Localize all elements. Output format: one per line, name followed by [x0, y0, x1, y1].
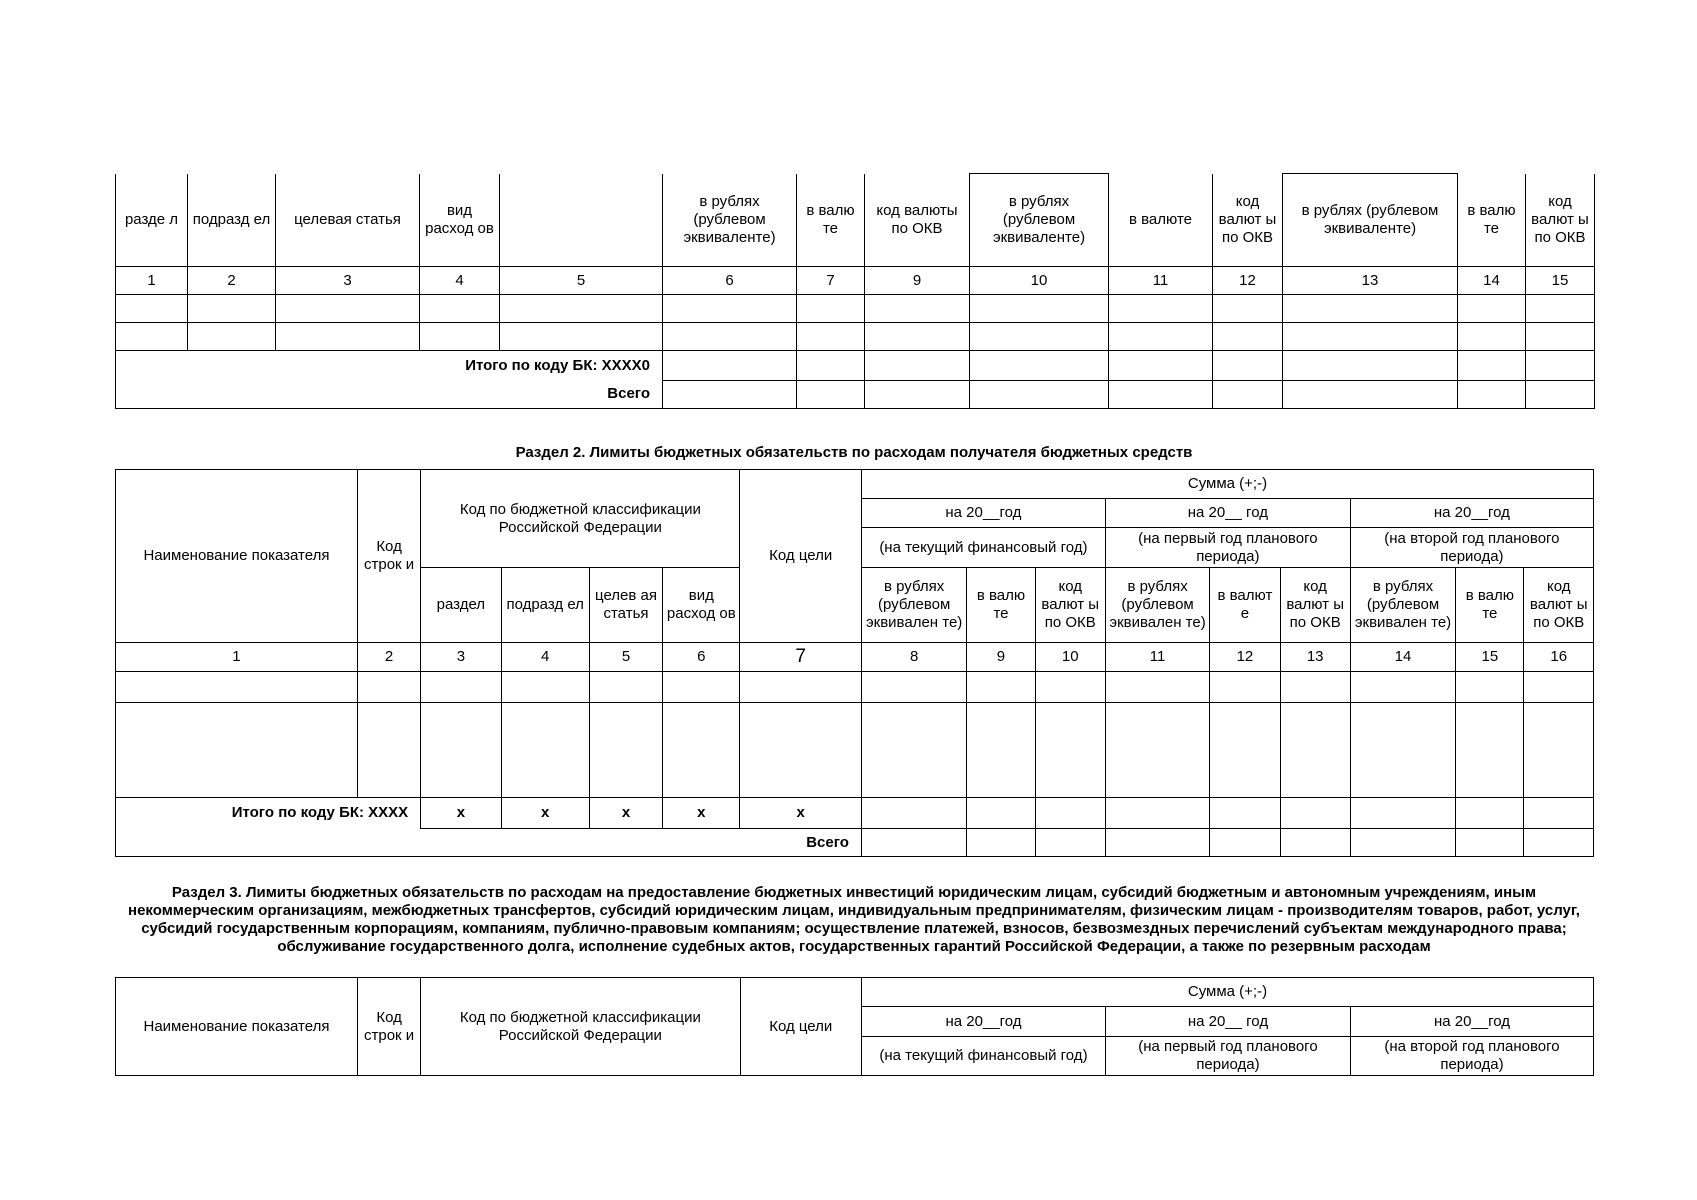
empty-cell[interactable] — [1109, 295, 1213, 323]
year-header: на 20__год — [1350, 499, 1593, 528]
empty-cell[interactable] — [861, 672, 966, 703]
column-number: 12 — [1210, 643, 1280, 672]
table-header-row — [116, 174, 1595, 267]
name-header: Наименование показателя — [116, 470, 358, 643]
empty-cell[interactable] — [967, 672, 1035, 703]
currency-sub-header: код валют ы по ОКВ — [1280, 568, 1350, 643]
header-cell: подразд ел — [188, 174, 276, 267]
kbk-sub-header: подразд ел — [501, 568, 589, 643]
currency-sub-header: в валю те — [1456, 568, 1524, 643]
empty-cell[interactable] — [1035, 703, 1105, 798]
column-number: 3 — [421, 643, 501, 672]
currency-sub-header: в валют е — [1210, 568, 1280, 643]
empty-cell[interactable] — [501, 703, 589, 798]
empty-cell[interactable] — [116, 672, 358, 703]
name-header: Наименование показателя — [116, 978, 358, 1076]
column-number: 1 — [116, 267, 188, 295]
vsego-label: Всего — [116, 381, 663, 409]
currency-sub-header: в рублях (рублевом эквивален те) — [861, 568, 966, 643]
year-header: на 20__год — [861, 1007, 1105, 1037]
empty-cell[interactable] — [1105, 798, 1209, 829]
period-header: (на текущий финансовый год) — [861, 1037, 1105, 1076]
header-cell: код валюты по ОКВ — [865, 174, 970, 267]
empty-cell[interactable] — [1524, 829, 1594, 857]
empty-cell[interactable] — [663, 351, 797, 381]
header-cell: в валю те — [1458, 174, 1526, 267]
column-number: 13 — [1280, 643, 1350, 672]
empty-cell[interactable] — [421, 703, 501, 798]
empty-cell[interactable] — [589, 703, 662, 798]
column-number: 5 — [589, 643, 662, 672]
empty-cell[interactable] — [1350, 798, 1455, 829]
x-mark: x — [421, 798, 501, 829]
column-number: 14 — [1458, 267, 1526, 295]
empty-cell[interactable] — [1280, 703, 1350, 798]
empty-cell[interactable] — [1350, 829, 1455, 857]
x-mark: x — [740, 798, 861, 829]
empty-cell[interactable] — [1283, 381, 1458, 409]
column-number: 8 — [861, 643, 966, 672]
sum-header: Сумма (+;-) — [861, 470, 1593, 499]
empty-cell[interactable] — [970, 323, 1109, 351]
empty-cell[interactable] — [1210, 703, 1280, 798]
year-header: на 20__год — [861, 499, 1105, 528]
kbk-sub-header: целев ая статья — [589, 568, 662, 643]
empty-cell[interactable] — [663, 672, 740, 703]
empty-cell[interactable] — [1526, 381, 1595, 409]
goal-code-header: Код цели — [740, 470, 861, 643]
empty-cell[interactable] — [1458, 295, 1526, 323]
empty-cell[interactable] — [1526, 351, 1595, 381]
header-cell: вид расход ов — [420, 174, 500, 267]
goal-code-header: Код цели — [740, 978, 861, 1076]
column-number: 9 — [865, 267, 970, 295]
vsego-label: Всего — [116, 829, 862, 857]
empty-cell[interactable] — [276, 323, 420, 351]
empty-cell[interactable] — [740, 703, 861, 798]
empty-cell[interactable] — [1213, 381, 1283, 409]
empty-cell[interactable] — [1524, 798, 1594, 829]
kbk-header: Код по бюджетной классификации Российской Федерации — [421, 470, 740, 568]
empty-cell[interactable] — [1280, 672, 1350, 703]
kbk-header: Код по бюджетной классификации Российской Федерации — [421, 978, 740, 1076]
itogo-label: Итого по коду БК: XXXX0 — [116, 351, 663, 381]
empty-cell[interactable] — [861, 703, 966, 798]
empty-cell[interactable] — [1210, 798, 1280, 829]
row-code-header: Код строк и — [357, 470, 420, 643]
empty-cell[interactable] — [501, 672, 589, 703]
period-header: (на второй год планового периода) — [1350, 1037, 1593, 1076]
vsego-row — [116, 829, 1594, 857]
empty-cell[interactable] — [1035, 672, 1105, 703]
empty-cell[interactable] — [1526, 295, 1595, 323]
empty-cell[interactable] — [967, 703, 1035, 798]
table-section1-continuation — [115, 173, 1595, 409]
itogo-row — [116, 798, 1594, 829]
table-row — [116, 323, 1595, 351]
header-cell: в рублях (рублевом эквиваленте) — [663, 174, 797, 267]
empty-cell[interactable] — [1210, 829, 1280, 857]
table-row — [116, 703, 1594, 798]
empty-cell[interactable] — [865, 351, 970, 381]
empty-cell[interactable] — [1280, 798, 1350, 829]
x-mark: x — [589, 798, 662, 829]
table-row — [116, 672, 1594, 703]
empty-cell[interactable] — [1458, 381, 1526, 409]
header-cell: код валют ы по ОКВ — [1526, 174, 1595, 267]
itogo-label: Итого по коду БК: XXXX — [116, 798, 421, 829]
empty-cell[interactable] — [1105, 829, 1209, 857]
empty-cell[interactable] — [1035, 798, 1105, 829]
column-number: 7 — [797, 267, 865, 295]
empty-cell[interactable] — [357, 672, 420, 703]
empty-cell[interactable] — [797, 351, 865, 381]
table-section3 — [115, 977, 1594, 1076]
column-number: 6 — [663, 643, 740, 672]
year-header: на 20__год — [1350, 1007, 1593, 1037]
empty-cell[interactable] — [116, 703, 358, 798]
currency-sub-header: код валют ы по ОКВ — [1035, 568, 1105, 643]
x-mark: x — [663, 798, 740, 829]
empty-cell[interactable] — [797, 381, 865, 409]
column-number: 3 — [276, 267, 420, 295]
empty-cell[interactable] — [357, 703, 420, 798]
empty-cell[interactable] — [1456, 703, 1524, 798]
currency-sub-header: код валют ы по ОКВ — [1524, 568, 1594, 643]
empty-cell[interactable] — [797, 323, 865, 351]
header-cell — [500, 174, 663, 267]
empty-cell[interactable] — [1524, 703, 1594, 798]
empty-cell[interactable] — [1213, 351, 1283, 381]
empty-cell[interactable] — [1350, 672, 1455, 703]
empty-cell[interactable] — [1109, 381, 1213, 409]
column-number: 10 — [1035, 643, 1105, 672]
table-section2 — [115, 469, 1594, 857]
empty-cell[interactable] — [500, 323, 663, 351]
column-number: 13 — [1283, 267, 1458, 295]
period-header: (на второй год планового периода) — [1350, 528, 1593, 568]
empty-cell[interactable] — [1283, 351, 1458, 381]
column-number: 12 — [1213, 267, 1283, 295]
column-number: 10 — [970, 267, 1109, 295]
column-number: 16 — [1524, 643, 1594, 672]
empty-cell[interactable] — [797, 295, 865, 323]
header-cell: в валюте — [1109, 174, 1213, 267]
empty-cell[interactable] — [1458, 323, 1526, 351]
period-header: (на первый год планового периода) — [1105, 1037, 1350, 1076]
column-number: 7 — [740, 643, 861, 672]
table-row — [116, 295, 1595, 323]
empty-cell[interactable] — [1526, 323, 1595, 351]
empty-cell[interactable] — [1210, 672, 1280, 703]
empty-cell[interactable] — [865, 381, 970, 409]
column-number: 4 — [501, 643, 589, 672]
empty-cell[interactable] — [116, 323, 188, 351]
column-number: 1 — [116, 643, 358, 672]
empty-cell[interactable] — [276, 295, 420, 323]
header-cell: в валю те — [797, 174, 865, 267]
currency-sub-header: в рублях (рублевом эквивален те) — [1105, 568, 1209, 643]
currency-sub-header: в валю те — [967, 568, 1035, 643]
empty-cell[interactable] — [421, 672, 501, 703]
row-code-header: Код строк и — [357, 978, 420, 1076]
empty-cell[interactable] — [1109, 351, 1213, 381]
column-number: 14 — [1350, 643, 1455, 672]
column-number: 11 — [1105, 643, 1209, 672]
empty-cell[interactable] — [663, 703, 740, 798]
column-number: 5 — [500, 267, 663, 295]
empty-cell[interactable] — [1458, 351, 1526, 381]
empty-cell[interactable] — [1456, 798, 1524, 829]
currency-sub-header: в рублях (рублевом эквивален те) — [1350, 568, 1455, 643]
empty-cell[interactable] — [970, 381, 1109, 409]
period-header: (на первый год планового периода) — [1105, 528, 1350, 568]
empty-cell[interactable] — [589, 672, 662, 703]
empty-cell[interactable] — [1456, 829, 1524, 857]
column-number-row — [116, 267, 1595, 295]
kbk-sub-header: раздел — [421, 568, 501, 643]
empty-cell[interactable] — [1213, 323, 1283, 351]
x-mark: x — [501, 798, 589, 829]
empty-cell[interactable] — [1456, 672, 1524, 703]
year-header: на 20__ год — [1105, 499, 1350, 528]
empty-cell[interactable] — [865, 323, 970, 351]
empty-cell[interactable] — [1350, 703, 1455, 798]
empty-cell[interactable] — [420, 323, 500, 351]
empty-cell[interactable] — [861, 798, 966, 829]
sum-header: Сумма (+;-) — [861, 978, 1593, 1007]
empty-cell[interactable] — [1283, 323, 1458, 351]
empty-cell[interactable] — [1105, 703, 1209, 798]
empty-cell[interactable] — [1524, 672, 1594, 703]
empty-cell[interactable] — [1280, 829, 1350, 857]
year-header: на 20__ год — [1105, 1007, 1350, 1037]
period-header: (на текущий финансовый год) — [861, 528, 1105, 568]
header-cell: в рублях (рублевом эквиваленте) — [1283, 174, 1458, 267]
column-number: 11 — [1109, 267, 1213, 295]
empty-cell[interactable] — [865, 295, 970, 323]
header-cell: целевая статья — [276, 174, 420, 267]
empty-cell[interactable] — [1213, 295, 1283, 323]
empty-cell[interactable] — [970, 295, 1109, 323]
empty-cell[interactable] — [663, 323, 797, 351]
itogo-row — [116, 351, 1595, 381]
empty-cell[interactable] — [663, 295, 797, 323]
section3-title: Раздел 3. Лимиты бюджетных обязательств по расходам на предоставление бюджетных инвестиций юридическим лицам, субсидий бюджетным и автономным учреждениям, иным некоммерческим организациям, межбюджетных трансфертов, субсидий юридическим лицам, индивидуальным предпринимателям, физическим лицам - производителям товаров, работ, услуг, субсидий государственным корпорациям, компаниям, публично-правовым компаниям; осуществление платежей, взносов, безвозмездных перечислений субъектам международного права; обслуживание государственного долга, исполнение судебных актов, государственных гарантий Российской Федерации, а также по резервным расходам — [128, 884, 1580, 955]
vsego-row — [116, 381, 1595, 409]
empty-cell[interactable] — [188, 295, 276, 323]
section2-title: Раздел 2. Лимиты бюджетных обязательств по расходам получателя бюджетных средств — [515, 444, 1193, 461]
empty-cell[interactable] — [663, 381, 797, 409]
header-cell: разде л — [116, 174, 188, 267]
empty-cell[interactable] — [861, 829, 966, 857]
empty-cell[interactable] — [420, 295, 500, 323]
empty-cell[interactable] — [188, 323, 276, 351]
column-number-row — [116, 643, 1594, 672]
column-number: 15 — [1456, 643, 1524, 672]
column-number: 2 — [188, 267, 276, 295]
empty-cell[interactable] — [1109, 323, 1213, 351]
column-number: 6 — [663, 267, 797, 295]
kbk-sub-header: вид расход ов — [663, 568, 740, 643]
empty-cell[interactable] — [967, 798, 1035, 829]
column-number: 2 — [357, 643, 420, 672]
empty-cell[interactable] — [1105, 672, 1209, 703]
empty-cell[interactable] — [1035, 829, 1105, 857]
empty-cell[interactable] — [967, 829, 1035, 857]
empty-cell[interactable] — [500, 295, 663, 323]
header-cell: код валют ы по ОКВ — [1213, 174, 1283, 267]
empty-cell[interactable] — [116, 295, 188, 323]
column-number: 15 — [1526, 267, 1595, 295]
empty-cell[interactable] — [740, 672, 861, 703]
empty-cell[interactable] — [1283, 295, 1458, 323]
empty-cell[interactable] — [970, 351, 1109, 381]
column-number: 4 — [420, 267, 500, 295]
column-number: 9 — [967, 643, 1035, 672]
header-cell: в рублях (рублевом эквиваленте) — [970, 174, 1109, 267]
